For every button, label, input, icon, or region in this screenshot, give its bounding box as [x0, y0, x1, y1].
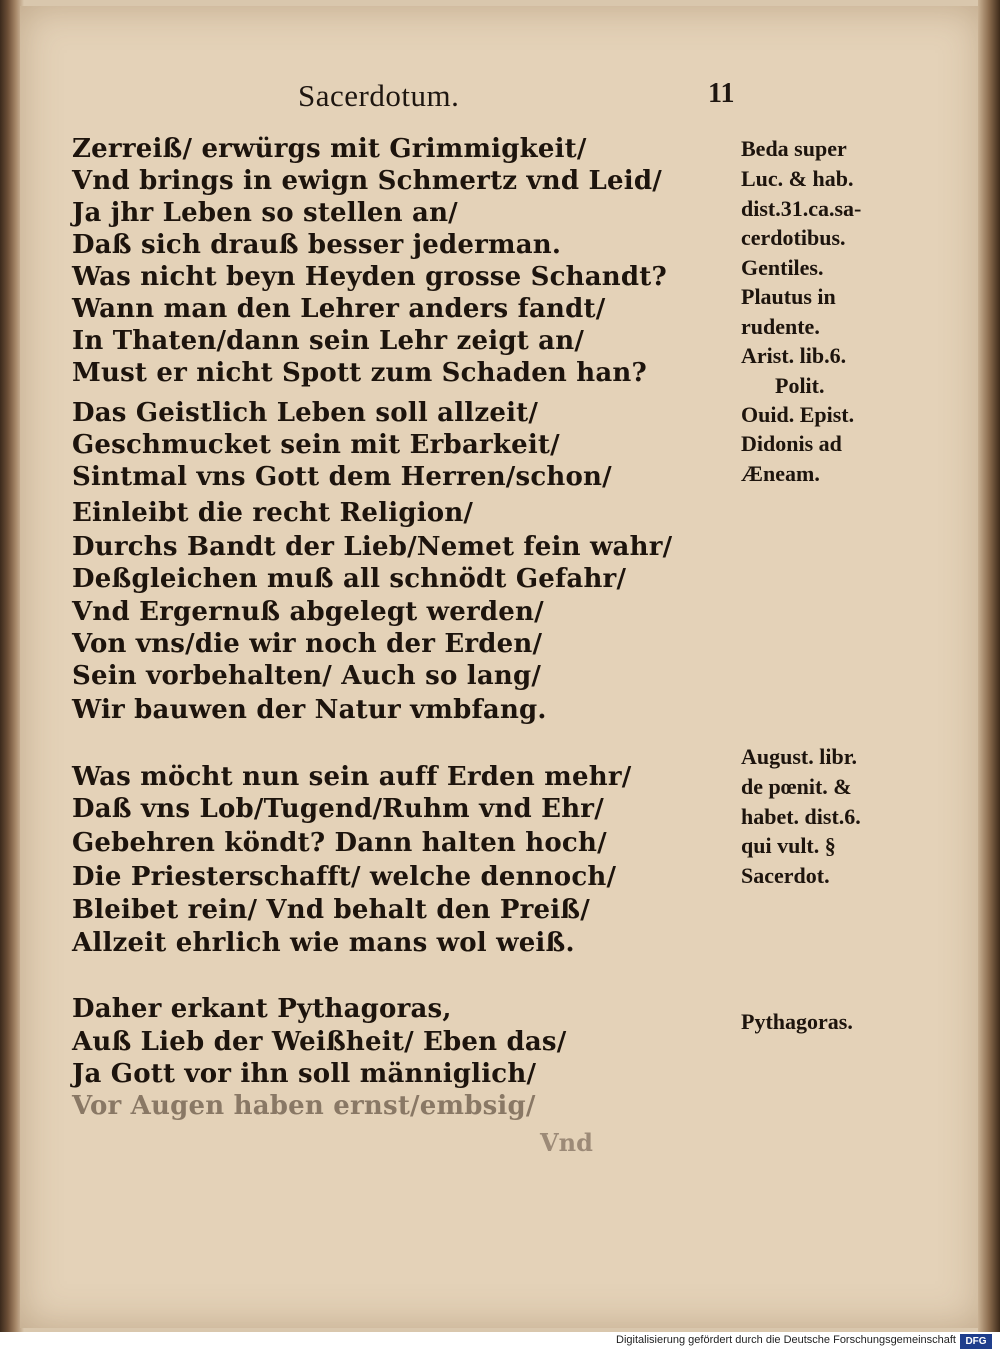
verse-line: Must er nicht Spott zum Schaden han? — [72, 358, 647, 388]
verse-line: Ja jhr Leben so stellen an/ — [72, 198, 458, 228]
running-head: Sacerdotum. — [298, 78, 460, 113]
dfg-logo: DFG — [960, 1334, 992, 1349]
marginal-note: Didonis ad — [741, 431, 842, 456]
page-edge — [978, 0, 1000, 1332]
verse-line: Daß vns Lob/Tugend/Ruhm vnd Ehr/ — [72, 794, 604, 824]
catchword: Vnd — [540, 1128, 593, 1157]
marginal-note: Arist. lib.6. — [741, 343, 847, 368]
marginal-note: Gentiles. — [741, 255, 824, 280]
marginal-note: Polit. — [775, 373, 825, 398]
verse-line: Von vns/die wir noch der Erden/ — [72, 629, 543, 659]
verse-line: Sintmal vns Gott dem Herren/schon/ — [72, 462, 612, 492]
marginal-note: Pythagoras. — [741, 1009, 853, 1034]
verse-line: Sein vorbehalten/ Auch so lang/ — [72, 661, 542, 691]
verse-line: Die Priesterschafft/ welche dennoch/ — [72, 862, 617, 892]
verse-line: Wir bauwen der Natur vmbfang. — [72, 695, 547, 725]
verse-line: Vor Augen haben ernst/embsig/ — [72, 1091, 536, 1121]
marginal-note: Luc. & hab. — [741, 166, 854, 191]
verse-line: Durchs Bandt der Lieb/Nemet fein wahr/ — [72, 532, 673, 562]
verse-line: Einleibt die recht Religion/ — [72, 498, 474, 528]
verse-line: Was möcht nun sein auff Erden mehr/ — [72, 762, 632, 792]
verse-line: Vnd Ergernuß abgelegt werden/ — [72, 597, 544, 627]
marginal-note: Plautus in — [741, 284, 836, 309]
verse-line: Allzeit ehrlich wie mans wol weiß. — [72, 928, 575, 958]
verse-line: Gebehren köndt? Dann halten hoch/ — [72, 828, 607, 858]
marginal-note: Æneam. — [741, 461, 820, 486]
marginal-note: Beda super — [741, 136, 847, 161]
marginal-note: Sacerdot. — [741, 863, 830, 888]
verse-line: Ja Gott vor ihn soll männiglich/ — [72, 1059, 537, 1089]
verse-line: Deßgleichen muß all schnödt Gefahr/ — [72, 564, 627, 594]
marginal-note: August. libr. — [741, 744, 857, 769]
marginal-note: dist.31.ca.sa- — [741, 196, 862, 221]
verse-line: Daher erkant Pythagoras, — [72, 994, 452, 1024]
marginal-note: cerdotibus. — [741, 225, 846, 250]
marginal-note: habet. dist.6. — [741, 804, 861, 829]
footer-bar — [0, 1332, 1000, 1352]
page-number: 11 — [708, 78, 735, 109]
marginal-note: Ouid. Epist. — [741, 402, 855, 427]
verse-line: In Thaten/dann sein Lehr zeigt an/ — [72, 326, 585, 356]
verse-line: Zerreiß/ erwürgs mit Grimmigkeit/ — [72, 134, 587, 164]
verse-line: Vnd brings in ewign Schmertz vnd Leid/ — [72, 166, 662, 196]
verse-line: Das Geistlich Leben soll allzeit/ — [72, 398, 539, 428]
funding-credit: Digitalisierung gefördert durch die Deutsche Forschungsgemeinschaft — [616, 1334, 956, 1346]
verse-line: Wann man den Lehrer anders fandt/ — [72, 294, 606, 324]
marginal-note: de pœnit. & — [741, 774, 852, 799]
verse-line: Auß Lieb der Weißheit/ Eben das/ — [72, 1027, 567, 1057]
marginal-note: qui vult. § — [741, 833, 836, 858]
verse-line: Was nicht beyn Heyden grosse Schandt? — [72, 262, 667, 292]
verse-line: Daß sich drauß besser jederman. — [72, 230, 562, 260]
marginal-note: rudente. — [741, 314, 820, 339]
verse-line: Geschmucket sein mit Erbarkeit/ — [72, 430, 560, 460]
verse-line: Bleibet rein/ Vnd behalt den Preiß/ — [72, 895, 590, 925]
